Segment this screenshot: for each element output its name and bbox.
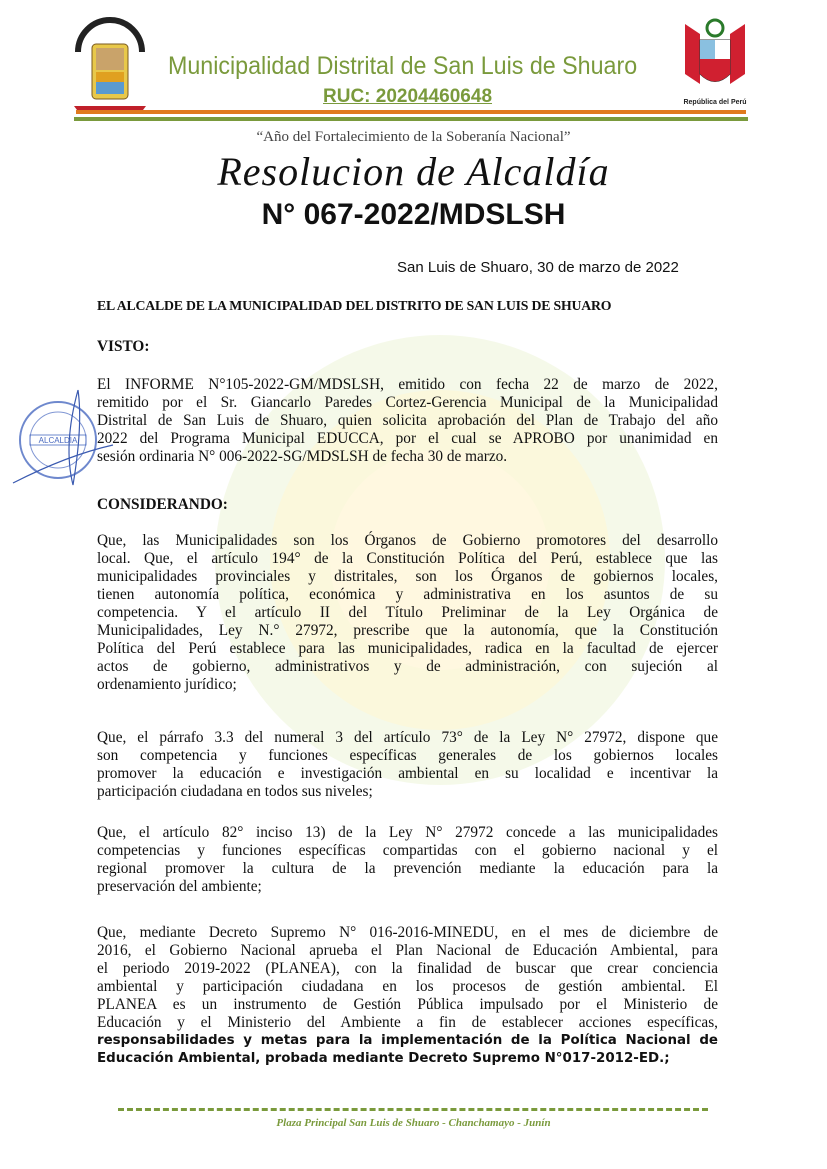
text-line: regional promover la cultura de la prevención mediante la educación para la [97,860,718,877]
svg-text:ALCALDIA: ALCALDIA [38,436,78,445]
resolution-number: N° 067-2022/MDSLSH [261,198,566,231]
municipality-title: Municipalidad Distrital de San Luis de Shuaro [168,52,638,80]
text-line: local. Que, el artículo 194° de la Constitución Política del Perú, establece que las [97,550,718,567]
visto-heading: VISTO: [97,338,150,355]
text-line: PLANEA es un instrumento de Gestión Pública impulsado por el Ministerio de [97,996,718,1013]
text-line: remitido por el Sr. Giancarlo Paredes Cortez-Gerencia Municipal de la Municipalidad [97,394,718,411]
considerando-paragraph-3 [97,824,718,896]
header-divider-green [74,117,748,121]
text-line: Municipalidades, Ley N.° 27972, prescribe que la autonomía, que la Constitución [97,622,718,639]
text-line: promover la educación e investigación ambiental en su localidad e incentivar la [97,765,718,782]
footer-address: Plaza Principal San Luis de Shuaro - Chanchamayo - Junín [276,1117,551,1129]
text-line: Que, el párrafo 3.3 del numeral 3 del artículo 73° de la Ley N° 27972, dispone que [97,729,718,746]
text-line: son competencia y funciones específicas generales de los gobiernos locales [97,747,718,764]
date-line: San Luis de Shuaro, 30 de marzo de 2022 [397,259,679,276]
considerando-paragraph-2 [97,729,718,801]
visto-paragraph [97,376,718,466]
text-line: participación ciudadana en todos sus niveles; [97,783,373,800]
considerando-paragraph-1 [97,532,718,694]
text-line: actos de gobierno, administrativos y de administración, con sujeción al [97,658,718,675]
considerando-paragraph-4 [97,924,718,1068]
text-line: Educación Ambiental, probada mediante Decreto Supremo N°017-2012-ED.; [97,1051,670,1066]
footer-divider [118,1108,708,1111]
considerando-heading: CONSIDERANDO: [97,496,228,513]
alcaldia-stamp-signature [8,385,118,495]
text-line: 2022 del Programa Municipal EDUCCA, por el cual se APROBO por unanimidad en [97,430,718,447]
addressee: EL ALCALDE DE LA MUNICIPALIDAD DEL DISTRITO DE SAN LUIS DE SHUARO [97,298,612,313]
text-line: ambiental y participación ciudadana en los procesos de gestión ambiental. El [97,978,718,995]
ruc-number: RUC: 20204460648 [323,86,493,107]
text-line: Política del Perú establece para las municipalidades, radica en la facultad de ejercer [97,640,718,657]
text-line: tienen autonomía política, económica y administrativa en los asuntos de su [97,586,718,603]
text-line: competencias y funciones específicas compartidas con el gobierno nacional y el [97,842,718,859]
text-line: Educación y el Ministerio del Ambiente a fin de establecer acciones específicas, [97,1014,718,1031]
text-line: preservación del ambiente; [97,878,262,895]
text-line: competencia. Y el artículo II del Título Preliminar de la Ley Orgánica de [97,604,718,621]
text-line: municipalidades provinciales y distritales, son los Órganos de gobiernos locales, [97,568,718,585]
text-line: Que, las Municipalidades son los Órganos de Gobierno promotores del desarrollo [97,532,718,549]
year-motto: “Año del Fortalecimiento de la Soberanía Nacional” [256,129,571,145]
text-line: 2016, el Gobierno Nacional aprueba el Plan Nacional de Educación Ambiental, para [97,942,718,959]
text-line: El INFORME N°105-2022-GM/MDSLSH, emitido con fecha 22 de marzo de 2022, [97,376,718,393]
text-line: Que, mediante Decreto Supremo N° 016-2016-MINEDU, en el mes de diciembre de [97,924,718,941]
text-line: el periodo 2019-2022 (PLANEA), con la finalidad de buscar que crear conciencia [97,960,718,977]
municipal-seal-logo [70,14,150,114]
text-line: sesión ordinaria N° 006-2022-SG/MDSLSH de fecha 30 de marzo. [97,448,508,465]
peru-coat-of-arms-logo [680,14,750,109]
text-line: Que, el artículo 82° inciso 13) de la Ley N° 27972 concede a las municipalidades [97,824,718,841]
text-line: Distrital de San Luis de Shuaro, quien solicita aprobación del Plan de Trabajo del año [97,412,718,429]
coat-caption: República del Perú [683,99,747,106]
text-line: responsabilidades y metas para la implementación de la Política Nacional de [97,1033,718,1048]
document-type: Resolucion de Alcaldía [217,149,610,194]
header-divider-orange [76,110,746,114]
text-line: ordenamiento jurídico; [97,676,237,693]
